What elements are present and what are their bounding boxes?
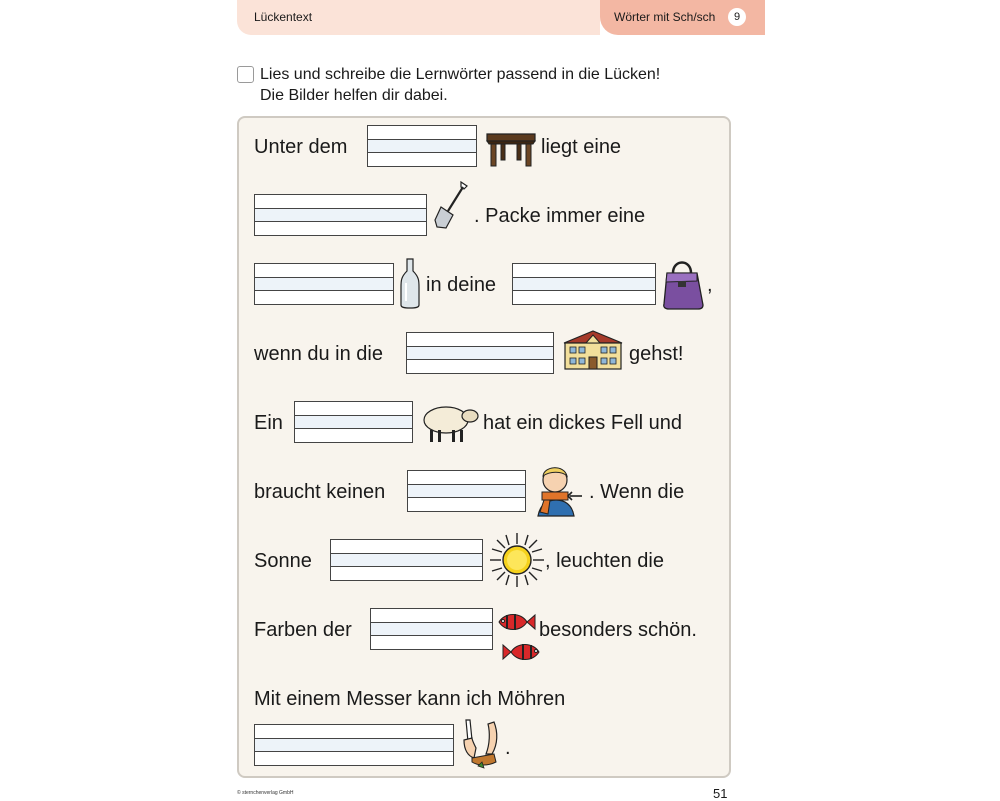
answer-field-5[interactable]	[406, 332, 554, 374]
answer-field-7[interactable]	[407, 470, 526, 512]
answer-field-10[interactable]	[254, 724, 454, 766]
fish-icon	[497, 610, 545, 668]
exercise-card	[237, 116, 731, 778]
sheep-icon	[420, 402, 480, 444]
school-icon	[562, 329, 624, 371]
peeling-icon	[460, 718, 504, 770]
text-hat-ein-dickes-fell: hat ein dickes Fell und	[483, 412, 683, 434]
text-final-period: .	[505, 737, 511, 759]
text-wenn-du-in-die: wenn du in die	[254, 343, 383, 365]
text-liegt-eine: liegt eine	[541, 136, 622, 158]
sun-icon	[489, 532, 545, 588]
task-instruction	[260, 64, 660, 106]
scarf-icon	[534, 460, 584, 518]
text-gehst: gehst!	[629, 343, 684, 365]
header-section-tab	[237, 0, 600, 35]
text-leuchten-die: , leuchten die	[545, 550, 664, 572]
table-icon	[485, 130, 537, 168]
text-comma: ,	[707, 274, 713, 296]
answer-field-3[interactable]	[254, 263, 394, 305]
topic-label: Wörter mit Sch/sch	[614, 10, 716, 24]
answer-field-9[interactable]	[370, 608, 493, 650]
text-sonne: Sonne	[254, 550, 312, 572]
answer-field-8[interactable]	[330, 539, 483, 581]
bottle-icon	[399, 257, 421, 309]
text-braucht-keinen: braucht keinen	[254, 481, 386, 503]
shovel-icon	[431, 180, 471, 232]
task-checkbox[interactable]	[237, 66, 254, 83]
instruction-line-2: Die Bilder helfen dir dabei.	[260, 87, 448, 104]
instruction-line-1: Lies und schreibe die Lernwörter passend in die Lücken!	[260, 66, 661, 83]
page-number: 51	[713, 786, 728, 801]
section-label: Lückentext	[254, 10, 313, 24]
text-in-deine: in deine	[426, 274, 497, 296]
publisher-credit: © sternchenverlag GmbH	[237, 790, 294, 796]
answer-field-2[interactable]	[254, 194, 427, 236]
worksheet-page	[237, 0, 765, 800]
text-farben-der: Farben der	[254, 619, 352, 641]
text-ein: Ein	[254, 412, 283, 434]
answer-field-6[interactable]	[294, 401, 413, 443]
header-topic-tab	[600, 0, 765, 35]
text-mit-einem-messer: Mit einem Messer kann ich Möhren	[254, 688, 566, 710]
text-unter-dem: Unter dem	[254, 136, 348, 158]
text-wenn-die: . Wenn die	[589, 481, 685, 503]
text-besonders-schoen: besonders schön.	[539, 619, 697, 641]
answer-field-1[interactable]	[367, 125, 477, 167]
answer-field-4[interactable]	[512, 263, 656, 305]
text-packe-immer-eine: . Packe immer eine	[474, 205, 646, 227]
chapter-number-badge: 9	[728, 8, 746, 26]
bag-icon	[661, 255, 705, 311]
